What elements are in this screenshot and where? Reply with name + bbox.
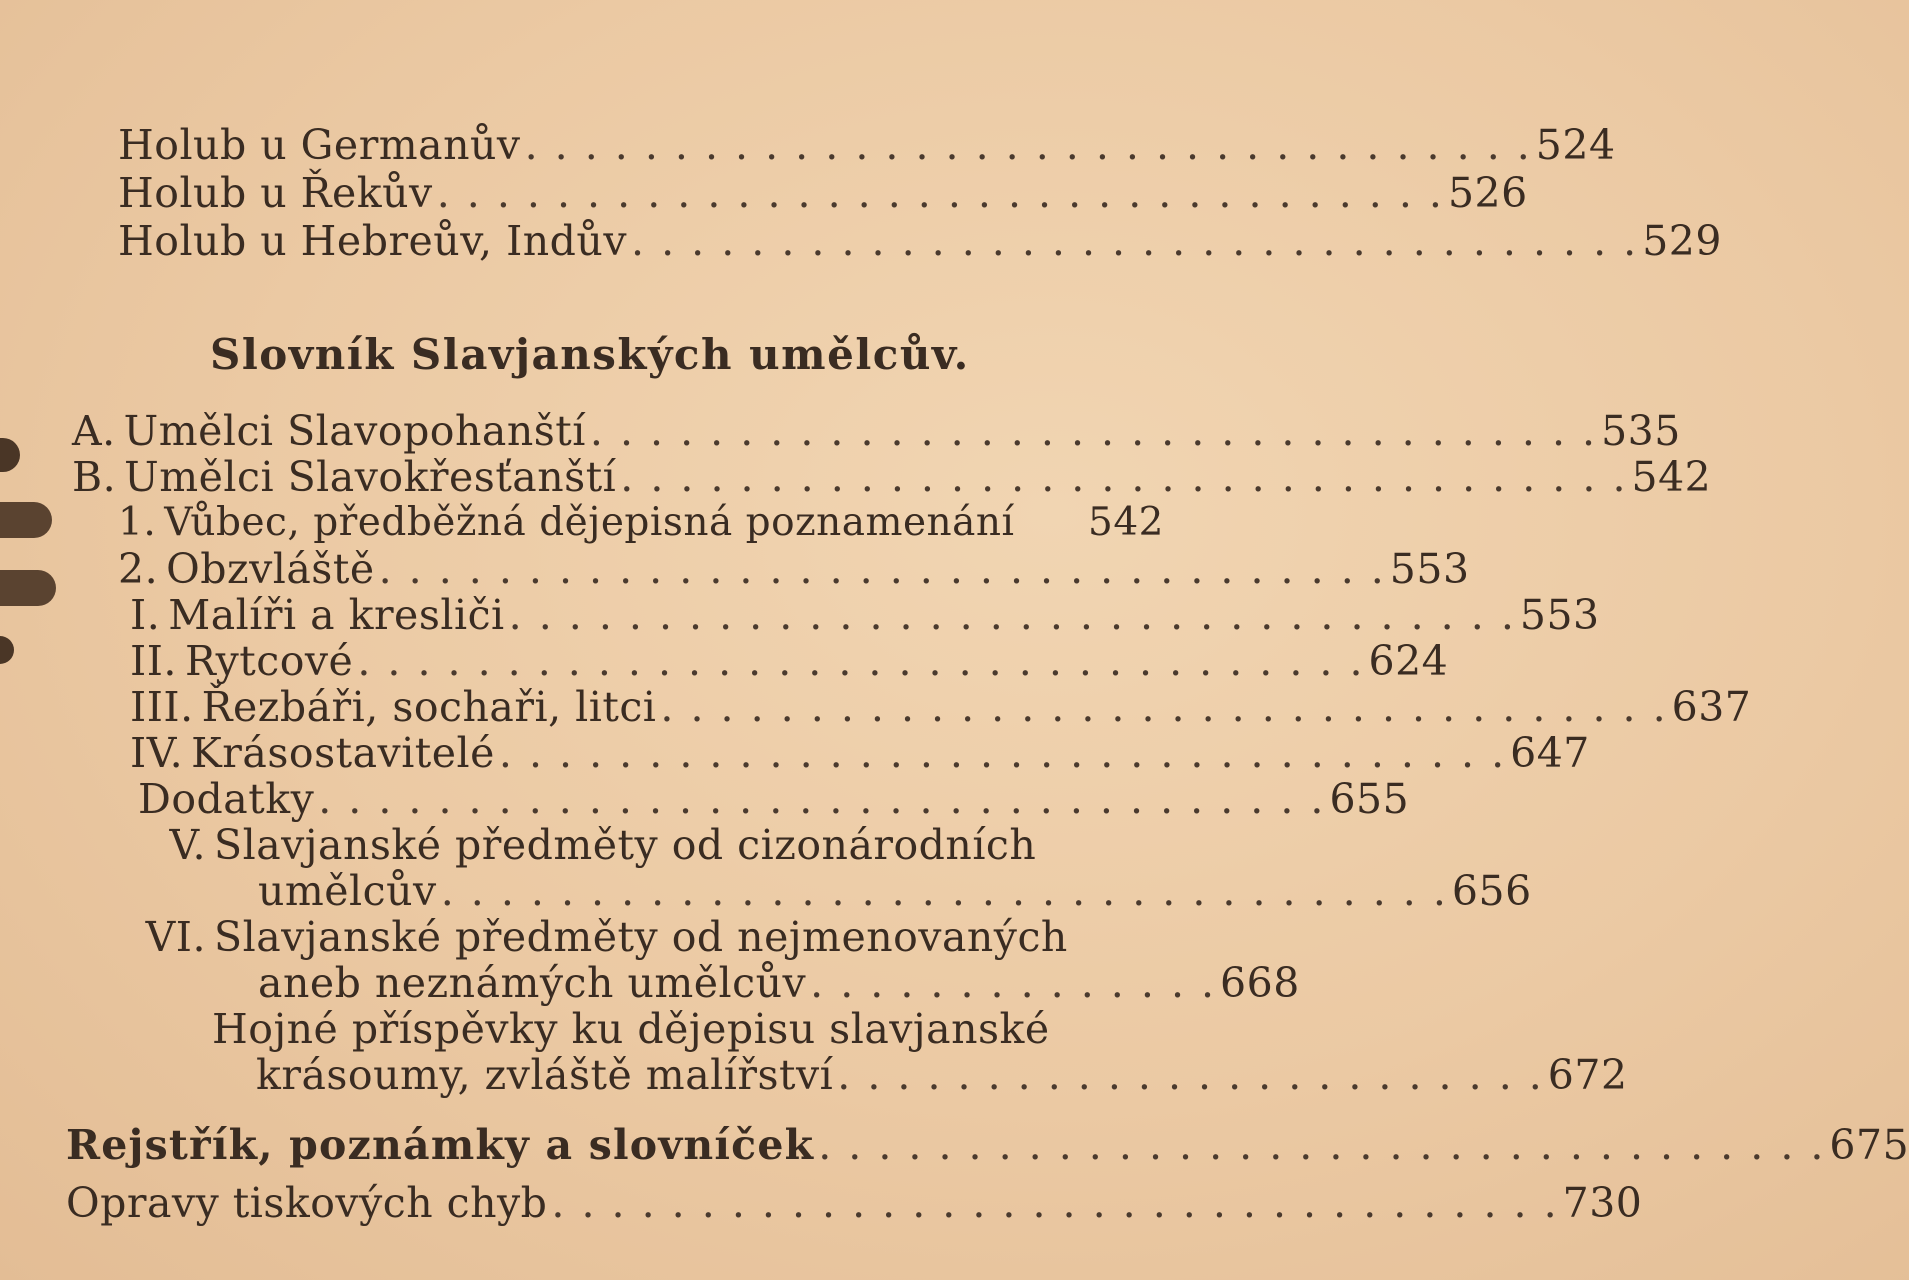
toc-number: II. (130, 637, 177, 685)
toc-page: 529 (1642, 217, 1722, 265)
toc-page: 656 (1451, 867, 1532, 915)
toc-entry (118, 500, 1164, 546)
toc-entry (118, 545, 1470, 593)
toc-label-continued: umělcův (258, 867, 437, 915)
section-heading: Slovník Slavjanských umělcův. (210, 330, 970, 379)
dot-leader: . . . . . . . . . . . . . . (810, 959, 1217, 1007)
toc-entry (66, 1179, 1643, 1227)
binding-thread (0, 438, 20, 472)
toc-page: 624 (1368, 637, 1449, 685)
toc-label: Rytcové (184, 637, 354, 685)
toc-label: Holub u Germanův (118, 121, 521, 169)
toc-label: Dodatky (138, 775, 315, 823)
toc-page: 553 (1389, 545, 1470, 593)
toc-number: V. (169, 821, 206, 869)
toc-label: Obzvláště (166, 545, 375, 593)
toc-label: Holub u Hebreův, Indův (118, 217, 627, 265)
toc-page: 542 (1088, 500, 1164, 545)
toc-number: A. (72, 407, 116, 455)
toc-number: 1. (118, 500, 157, 545)
toc-label: Opravy tiskových chyb (66, 1179, 548, 1227)
dot-leader: . . . . . . . . . . . . . . . . . . . . . . . . . . . . . . . . . . (378, 545, 1386, 593)
dot-leader: . . . . . . . . . . . . . . . . . . . . . . . . . . . . . . . . . . (631, 217, 1639, 265)
toc-label: Rejstřík, poznámky a slovníček (66, 1121, 815, 1169)
toc-label: Řezbáři, sochaři, litci (201, 683, 657, 731)
toc-label: Malíři a kresliči (168, 591, 505, 639)
toc-entry (130, 729, 1590, 777)
binding-thread (0, 502, 52, 538)
toc-entry (258, 959, 1300, 1007)
toc-page: 675 (1829, 1121, 1909, 1169)
toc-label: Krásostavitelé (191, 729, 495, 777)
dot-leader: . . . . . . . . . . . . . . . . . . . . . . . . . . . . . . . . . . (524, 121, 1532, 169)
toc-entry (130, 683, 1752, 731)
toc-entry (66, 1121, 1909, 1169)
toc-entry (258, 867, 1532, 915)
toc-entry (130, 775, 1410, 823)
toc-label-continued: aneb neznámých umělcův (258, 959, 807, 1007)
toc-entry (118, 169, 1528, 217)
toc-label: Slavjanské předměty od cizonárodních (214, 821, 1037, 869)
toc-page: 647 (1510, 729, 1590, 777)
dot-leader: . . . . . . . . . . . . . . . . . . . . . . . . . . . . . . . . . . (440, 867, 1448, 915)
toc-entry (130, 637, 1449, 685)
toc-label: Hojné příspěvky ku dějepisu slavjanské (212, 1005, 1050, 1053)
toc-page: 535 (1601, 407, 1681, 455)
dot-leader: . . . . . . . . . . . . . . . . . . . . . . . . . . . . . . . . . . (818, 1121, 1826, 1169)
toc-number: B. (72, 453, 117, 501)
toc-entry-line (130, 822, 1036, 868)
toc-entry-line (130, 914, 1068, 960)
dot-leader: . . . . . . . . . . . . . . . . . . . . . . . . . . . . . . . . . . (660, 683, 1668, 731)
dot-leader: . . . . . . . . . . . . . . . . . . . . . . . . . . . . . . . . . . (551, 1179, 1559, 1227)
toc-entry (72, 407, 1681, 455)
toc-entry (130, 591, 1600, 639)
toc-number: IV. (130, 729, 184, 777)
toc-number: I. (130, 591, 161, 639)
toc-number: III. (130, 683, 194, 731)
binding-thread (0, 570, 56, 606)
toc-page: 672 (1547, 1051, 1628, 1099)
toc-label: Umělci Slavopohanští (123, 407, 586, 455)
toc-label: Slavjanské předměty od nejmenovaných (214, 913, 1068, 961)
dot-leader: . . . . . . . . . . . . . . . . . . . . . . . . . . . . . . . . . . (357, 637, 1365, 685)
toc-number: VI. (145, 913, 206, 961)
toc-entry-line (212, 1006, 1050, 1052)
toc-page: 668 (1220, 959, 1300, 1007)
binding-thread (0, 636, 14, 664)
toc-entry (118, 121, 1616, 169)
dot-leader: . . . . . . . . . . . . . . . . . . . . . . . . . . . . . . . . . . (620, 453, 1628, 501)
dot-leader: . . . . . . . . . . . . . . . . . . . . . . . . (837, 1051, 1544, 1099)
toc-label: Umělci Slavokřesťanští (124, 453, 617, 501)
toc-page: 542 (1631, 453, 1712, 501)
toc-entry (256, 1051, 1628, 1099)
dot-leader: . . . . . . . . . . . . . . . . . . . . . . . . . . . . . . . . . . (589, 407, 1598, 455)
toc-page: 524 (1535, 121, 1616, 169)
toc-page: 553 (1519, 591, 1600, 639)
dot-leader: . . . . . . . . . . . . . . . . . . . . . . . . . . . . . . . . . . (436, 169, 1444, 217)
toc-page: 730 (1562, 1179, 1643, 1227)
toc-entry (72, 453, 1712, 501)
dot-leader: . . . . . . . . . . . . . . . . . . . . . . . . . . . . . . . . . . (508, 591, 1516, 639)
dot-leader: . . . . . . . . . . . . . . . . . . . . . . . . . . . . . . . . . . (498, 729, 1507, 777)
toc-page: 655 (1329, 775, 1410, 823)
toc-label-continued: krásoumy, zvláště malířství (256, 1051, 834, 1099)
toc-page: 526 (1447, 169, 1528, 217)
toc-number: 2. (118, 545, 159, 593)
toc-label: Vůbec, předběžná dějepisná poznamenání (164, 500, 1015, 545)
dot-leader: . . . . . . . . . . . . . . . . . . . . . . . . . . . . . . . . . . (318, 775, 1326, 823)
toc-label: Holub u Řekův (118, 169, 433, 217)
toc-entry (118, 217, 1722, 265)
toc-page: 637 (1671, 683, 1752, 731)
